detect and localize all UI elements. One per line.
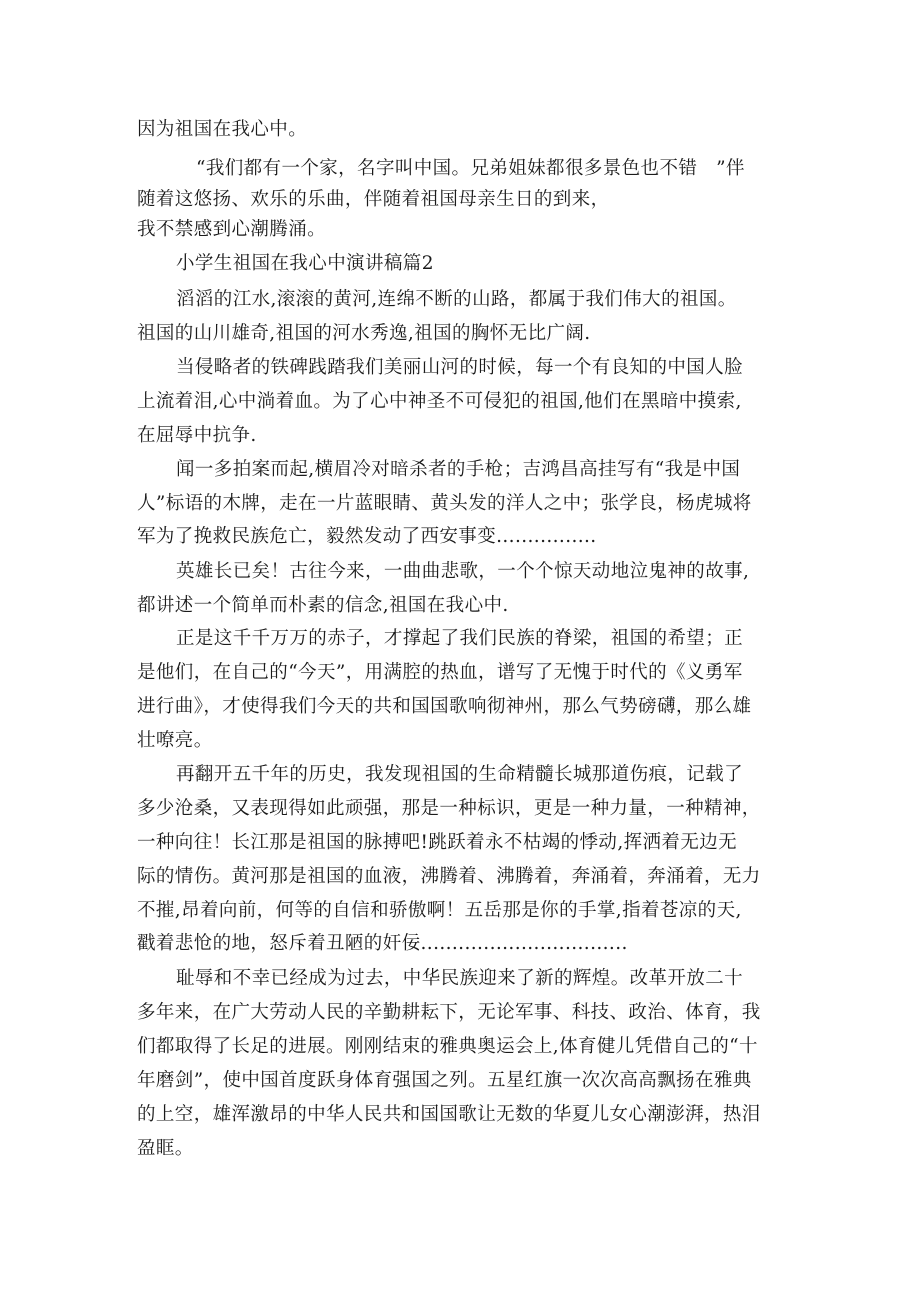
text-line: 闻一多拍案而起,横眉冷对暗杀者的手枪；吉鸿昌高挂写有“我是中国 [176,459,741,480]
text-line: 盈眶。 [137,1138,194,1159]
text-line: “我们都有一个家，名字叫中国。兄弟姐妹都很多景色也不错 ”伴 [196,158,745,179]
text-line: 进行曲》，才使得我们今天的共和国国歌响彻神州，那么气势磅礴，那么雄 [137,696,752,717]
text-line: 壮嘹亮。 [137,730,213,751]
text-line: 我不禁感到心潮腾涌。 [137,219,327,240]
text-line: 戳着悲怆的地，怒斥着丑陋的奸佞................................. [137,933,628,954]
section-heading: 小学生祖国在我心中演讲稿篇2 [176,253,434,274]
text-line: 耻辱和不幸已经成为过去，中华民族迎来了新的辉煌。改革开放二十 [176,968,744,989]
text-line: 正是这千千万万的赤子，才撑起了我们民族的脊梁，祖国的希望；正 [176,628,744,649]
text-line: 英雄长已矣！古往今来，一曲曲悲歌，一个个惊天动地泣鬼神的故事, [176,561,750,582]
text-line: 上流着泪,心中淌着血。为了心中神圣不可侵犯的祖国,他们在黑暗中摸索, [137,391,742,412]
text-line: 们都取得了长足的进展。刚刚结束的雅典奥运会上,体育健儿凭借自己的“十 [137,1036,758,1057]
text-line: 祖国的山川雄奇,祖国的河水秀逸,祖国的胸怀无比广阔. [137,323,591,344]
text-line: 的上空，雄浑激昂的中华人民共和国国歌让无数的华夏儿女心潮澎湃，热泪 [137,1104,761,1125]
text-line: 多年来，在广大劳动人民的辛勤耕耘下，无论军事、科技、政治、体育，我 [137,1002,761,1023]
text-line: 多少沧桑，又表现得如此顽强，那是一种标识，更是一种力量，一种精神， [137,798,761,819]
text-line: 人”标语的木牌，走在一片蓝眼睛、黄头发的洋人之中；张学良，杨虎城将 [137,493,752,514]
text-line: 当侵略者的铁碑践踏我们美丽山河的时候，每一个有良知的中国人脸 [176,357,744,378]
text-line: 军为了挽救民族危亡，毅然发动了西安事变................ [137,526,597,547]
text-line: 因为祖国在我心中。 [137,119,308,140]
text-line: 滔滔的江水,滚滚的黄河,连绵不断的山路，都属于我们伟大的祖国。 [176,289,737,310]
text-line: 随着这悠扬、欢乐的乐曲，伴随着祖国母亲生日的到来， [137,189,610,210]
text-line: 际的情伤。黄河那是祖国的血液，沸腾着、沸腾着，奔涌着，奔涌着，无力 [137,866,761,887]
text-line: 都讲述一个简单而朴素的信念,祖国在我心中. [137,595,509,616]
text-line: 一种向往！长江那是祖国的脉搏吧!跳跃着永不枯竭的悸动,挥洒着无边无 [137,832,738,853]
text-line: 在屈辱中抗争. [137,425,257,446]
text-line: 不摧,昂着向前，何等的自信和骄傲啊！五岳那是你的手掌,指着苍凉的天, [137,900,742,921]
text-line: 是他们，在自己的“今天”，用满腔的热血，谱写了无愧于时代的《义勇军 [137,662,743,683]
text-line: 再翻开五千年的历史，我发现祖国的生命精髓长城那道伤痕，记载了 [176,764,744,785]
text-line: 年磨剑”，使中国首度跃身体育强国之列。五星红旗一次次高高飘扬在雅典 [137,1070,752,1091]
